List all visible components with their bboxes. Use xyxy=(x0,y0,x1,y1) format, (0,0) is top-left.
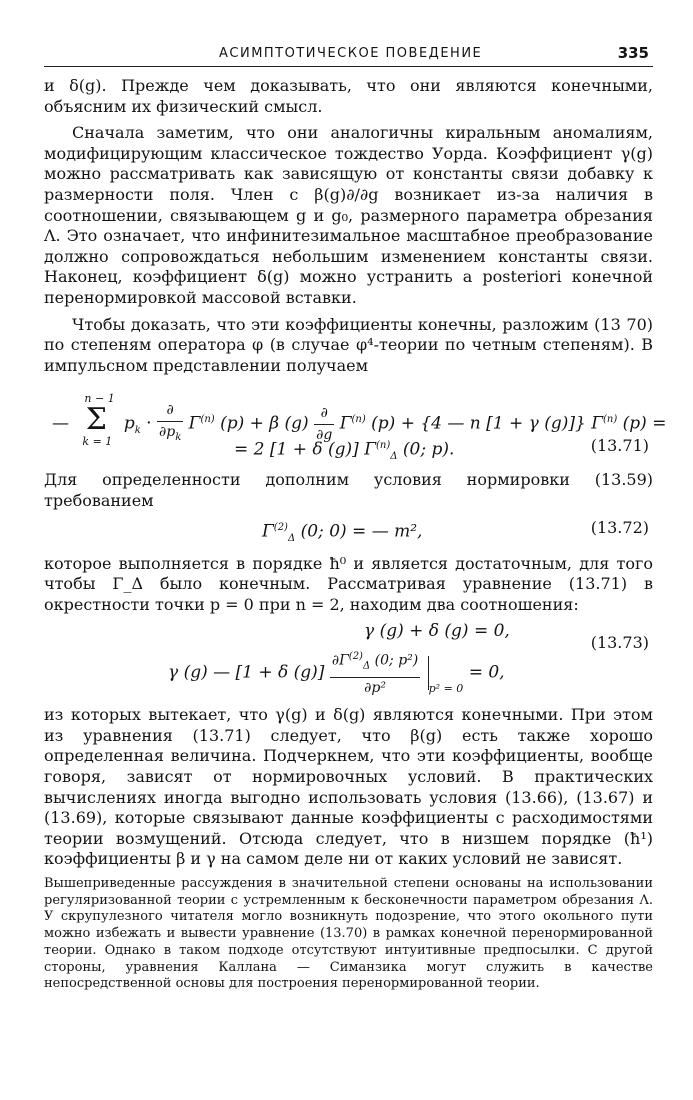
equation-13-73 xyxy=(44,621,653,697)
running-title: АСИМПТОТИЧЕСКОЕ ПОВЕДЕНИЕ xyxy=(219,46,483,61)
page-number: 335 xyxy=(617,44,649,62)
sum-lower-limit: k = 1 xyxy=(82,435,113,449)
momentum-symbol: p xyxy=(123,413,135,434)
body-text xyxy=(44,76,667,993)
equation-13-72: $\Gamma^{(2)}_\Delta$ (0; 0) = — m², (13.72) xyxy=(262,517,649,544)
sum-symbol: n − 1 Σ k = 1 xyxy=(74,405,118,435)
footnote: Вышеприведенные рассуждения в значительной степени основаны на использовании регуляризованной теории с устремленным к бесконечности параметром обрезания Λ. У скрупулезного читателя могло возникнуть подозрение, что этого окольного пути можно избежать и вывести уравнение (13.70) в рамках конечной перенормированной теории. Однако в таком подходе отсутствуют интуитивные предпосылки. С другой стороны, уравнения Каллана — Симанзика могут служить в качестве непосредственной основы для построения перенормированной теории. xyxy=(44,876,653,992)
partial-derivative-p: $\frac{\partial}{\partial p_k}$ xyxy=(158,402,182,443)
header-rule xyxy=(44,66,653,67)
partial-derivative-g: $\frac{\partial}{\partial g}$ xyxy=(316,405,333,443)
equation-13-73-line-1: γ (g) + δ (g) = 0, xyxy=(364,621,510,642)
partial-derivative-gamma: $\frac{\partial\Gamma^{(2)}_\Delta (0; p^2)}{\text{∂p²}}$ xyxy=(330,647,420,699)
anomalous-dimension-term: (p) + {4 — n [1 + γ (g)]} Γ xyxy=(371,413,604,434)
paragraph-3: Чтобы доказать, что эти коэффициенты конечны, разложим (13 70) по степеням оператора φ (в случае φ⁴-теории по четным степеням). В импульсном представлении получаем xyxy=(44,314,653,375)
paragraph-2: Сначала заметим, что они аналогичны киральным аномалиям, модифицирующим классическое тождество Уорда. Коэффициент γ(g) можно рассматривать как зависящую от константы связи добавку к размерности поля. Член с β(g)∂/∂g возникает из-за наличия в соотношении, связывающем g и g₀, размерного параметра обрезания Λ. Это означает, что инфинитезимальное масштабное преобразование должно сопровождаться небольшим изменением константы связи. Наконец, коэффициент δ(g) можно устранить a posteriori конечной перенормировкой массовой вставки. xyxy=(44,123,653,307)
beta-term: (p) + β (g) xyxy=(220,413,309,434)
gamma-function-symbol: Γ xyxy=(188,413,201,434)
paragraph-1: и δ(g). Прежде чем доказывать, что они являются конечными, объясним их физический смысл. xyxy=(44,76,653,116)
equation-number-13-73: (13.73) xyxy=(590,633,649,653)
paragraph-5: которое выполняется в порядке ħ⁰ и является достаточным, для того чтобы Γ_Δ было конечным. Рассматривая уравнение (13.71) в окрестности точки p = 0 при n = 2, находим два соотношения: xyxy=(44,553,653,614)
equation-number-13-71: (13.71) xyxy=(590,436,649,456)
sum-upper-limit: n − 1 xyxy=(84,391,115,405)
page-header xyxy=(44,40,653,66)
equation-13-73-line-2: γ (g) — [1 + δ (g)] $\frac{\partial\Gamma^{(2)}_\Delta (0; p^2)}{\text{∂p²}}$ $_{p^2 = 0}$ = 0, (13.73) xyxy=(44,647,653,697)
equation-13-71-line-2: = 2 [1 + δ (g)] $\Gamma^{(n)}_\Delta$ (0; p). (13.71) xyxy=(234,436,649,463)
equation-13-71-line-1: — n − 1 Σ k = 1 $p_k$ · $\frac{\partial}{\partial p_k}$ $\Gamma^{(n)}$ (p) + β (g) $\frac{\partial}{\partial g}$ $\Gamma^{(n)}$ (p) + {4 — n [1 + γ (g)]} $\Gamma^{(n)}$ (p) = xyxy=(44,382,653,436)
equation-number-13-72: (13.72) xyxy=(590,517,649,537)
paragraph-4: Для определенности дополним условия нормировки (13.59) требованием xyxy=(44,470,653,510)
paragraph-6: из которых вытекает, что γ(g) и δ(g) являются конечными. При этом из уравнения (13.71) следует, что β(g) есть также хорошо определенная величина. Подчеркнем, что эти коэффициенты, вообще говоря, зависят от нормировочных условий. В практических вычислениях иногда выгодно использовать условия (13.66), (13.67) и (13.69), которые связывают данные коэффициенты с расходимостями теории возмущений. Отсюда следует, что в низшем порядке (ħ¹) коэффициенты β и γ на самом деле ни от каких условий не зависят. xyxy=(44,705,653,869)
equation-13-71 xyxy=(44,382,667,463)
